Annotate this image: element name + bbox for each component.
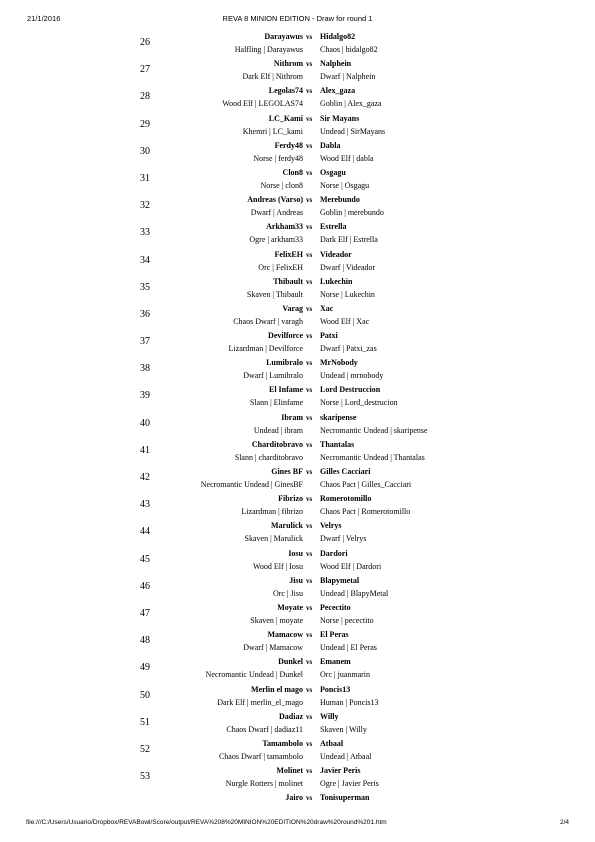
home-team: Wood Elf | LEGOLAS74 [222, 99, 303, 109]
away-team: Dark Elf | Estrella [320, 235, 378, 245]
vs-label: vs [306, 658, 313, 667]
home-team: Dwarf | Lumibralo [243, 371, 303, 381]
vs-label: vs [306, 767, 313, 776]
coach-line [0, 602, 595, 614]
away-team: Undead | Atbaal [320, 751, 372, 761]
away-coach: El Peras [320, 630, 349, 640]
away-coach: Patxi [320, 331, 338, 341]
coach-line [0, 276, 595, 288]
away-team: Necromantic Undead | Thantalas [320, 452, 425, 462]
vs-label: vs [306, 223, 313, 232]
away-team: Undead | BlapyMetal [320, 588, 389, 598]
away-team: Wood Elf | Dardori [320, 561, 382, 571]
away-team: Orc | juanmarin [320, 670, 371, 680]
home-team: Skaven | Thibault [246, 289, 303, 299]
match-row [0, 248, 595, 275]
match-row [0, 574, 595, 601]
file-path: file:///C:/Users/Usuario/Dropbox/REVABowl/Score/output/REVA%208%20MINION%20EDITION%20draw%20round%201.htm [26, 819, 387, 826]
team-line [0, 615, 595, 627]
away-coach: Merebundo [320, 195, 360, 205]
home-coach: Darayawus [264, 32, 303, 41]
vs-label: vs [306, 386, 313, 395]
vs-label: vs [306, 33, 313, 41]
coach-line [0, 548, 595, 560]
home-team: Dwarf | Mamacow [243, 643, 303, 653]
away-team: Chaos Pact | Romerotomillo [320, 507, 411, 517]
match-row [0, 438, 595, 465]
home-coach: Jairo [285, 793, 303, 803]
match-row [0, 275, 595, 302]
team-line [0, 207, 595, 219]
table-number: 30 [140, 145, 150, 157]
team-line [0, 778, 595, 790]
coach-line [0, 167, 595, 179]
away-team: Norse | pecectito [320, 615, 374, 625]
vs-label: vs [306, 495, 313, 504]
table-number: 41 [140, 444, 150, 456]
team-line [0, 506, 595, 518]
home-team: Chaos Dwarf | varagh [233, 316, 303, 326]
away-team: Undead | El Peras [320, 643, 377, 653]
vs-label: vs [306, 250, 313, 259]
match-row [0, 84, 595, 111]
coach-line [0, 684, 595, 696]
coach-line [0, 711, 595, 723]
vs-label: vs [306, 304, 313, 313]
home-coach: Gines BF [271, 467, 303, 476]
table-number: 34 [140, 254, 150, 266]
away-team: Goblin | merebundo [320, 208, 384, 218]
coach-line [0, 31, 595, 43]
home-coach: Ibram [281, 412, 303, 422]
match-row [0, 601, 595, 628]
vs-label: vs [306, 739, 313, 748]
home-team: Undead | ibram [253, 425, 303, 435]
away-coach: Hidalgo82 [320, 32, 356, 41]
team-line [0, 98, 595, 110]
vs-label: vs [306, 141, 313, 150]
team-line [0, 289, 595, 301]
home-coach: Ferdy48 [274, 140, 303, 150]
away-team: Chaos Pact | Gilles_Cacciari [320, 480, 412, 489]
vs-label: vs [306, 332, 313, 341]
home-team: Nurgle Rotters | molinet [225, 779, 303, 789]
away-team: Undead | SirMayans [320, 126, 386, 136]
team-line [0, 642, 595, 654]
away-coach: Tonisuperman [320, 793, 370, 803]
table-number: 50 [140, 689, 150, 701]
vs-label: vs [306, 603, 313, 612]
away-coach: Gilles Cacciari [320, 467, 371, 476]
team-line [0, 533, 595, 545]
team-line [0, 153, 595, 165]
match-row [0, 166, 595, 193]
coach-line [0, 792, 595, 804]
table-number: 38 [140, 363, 150, 375]
coach-line [0, 249, 595, 261]
table-number: 31 [140, 172, 150, 184]
away-team: Dwarf | Velrys [320, 534, 367, 544]
match-row [0, 220, 595, 247]
home-team: Dwarf | Andreas [250, 208, 303, 218]
coach-line [0, 575, 595, 587]
away-coach: Lukechin [320, 276, 353, 286]
home-coach: Dadiaz [279, 711, 303, 721]
coach-line [0, 493, 595, 505]
coach-line [0, 330, 595, 342]
home-coach: Clon8 [282, 167, 303, 177]
coach-line [0, 58, 595, 70]
team-line [0, 262, 595, 274]
away-team: Human | Poncis13 [320, 697, 379, 707]
away-coach: Blapymetal [320, 575, 360, 585]
away-team: Dwarf | Videador [320, 262, 376, 272]
team-line [0, 479, 595, 491]
home-team: Skaven | moyate [250, 615, 303, 625]
vs-label: vs [306, 114, 313, 123]
team-line [0, 343, 595, 355]
match-row [0, 57, 595, 84]
page-title: REVA 8 MINION EDITION - Draw for round 1 [222, 14, 373, 23]
coach-line [0, 384, 595, 396]
away-team: Ogre | Javier Peris [320, 779, 379, 789]
match-row [0, 329, 595, 356]
home-team: Lizardman | Devilforce [228, 344, 303, 354]
coach-line [0, 412, 595, 424]
away-coach: Javier Peris [320, 766, 361, 776]
team-line [0, 751, 595, 763]
home-team: Chaos Dwarf | dadiaz11 [226, 724, 303, 734]
vs-label: vs [306, 794, 313, 803]
draw-list [0, 30, 595, 805]
table-number: 43 [140, 499, 150, 511]
team-line [0, 669, 595, 681]
match-row [0, 30, 595, 57]
home-team: Ogre | arkham33 [249, 235, 303, 245]
coach-line [0, 629, 595, 641]
away-team: Wood Elf | dabla [320, 153, 374, 163]
table-number: 27 [140, 64, 150, 76]
home-team: Slann | Elinfame [249, 398, 303, 408]
coach-line [0, 194, 595, 206]
home-team: Necromantic Undead | GinesBF [200, 480, 303, 489]
match-row [0, 465, 595, 492]
home-team: Necromantic Undead | Dunkel [205, 670, 303, 680]
team-line [0, 452, 595, 464]
vs-label: vs [306, 87, 313, 96]
vs-label: vs [306, 440, 313, 449]
away-team: Dwarf | Nalphein [320, 72, 376, 82]
away-coach: Poncis13 [320, 684, 351, 694]
home-coach: Arkham33 [266, 222, 303, 232]
home-coach: Iosu [288, 548, 303, 558]
home-team: Orc | FelixEH [258, 262, 303, 272]
home-coach: Molinet [276, 766, 303, 776]
away-team: Norse | Lord_destrucion [320, 398, 398, 408]
table-number: 26 [140, 37, 150, 48]
away-coach: Romerotomillo [320, 494, 372, 504]
match-row [0, 411, 595, 438]
table-number: 48 [140, 635, 150, 647]
home-coach: Mamacow [267, 630, 303, 640]
away-team: Skaven | Willy [320, 724, 367, 734]
table-number: 29 [140, 118, 150, 130]
table-number: 47 [140, 607, 150, 619]
table-number: 40 [140, 417, 150, 429]
match-row [0, 547, 595, 574]
away-coach: Emanem [320, 657, 351, 667]
vs-label: vs [306, 549, 313, 558]
coach-line [0, 439, 595, 451]
table-number: 36 [140, 308, 150, 320]
away-coach: Dabla [320, 140, 341, 150]
match-row [0, 302, 595, 329]
away-coach: Nalphein [320, 59, 352, 69]
coach-line [0, 140, 595, 152]
home-team: Dark Elf | Nithrom [242, 72, 303, 82]
away-team: Chaos | hidalgo82 [320, 45, 378, 54]
home-team: Khemri | LC_kami [242, 126, 303, 136]
match-row [0, 492, 595, 519]
away-coach: Alex_gaza [320, 86, 356, 96]
table-number: 45 [140, 553, 150, 565]
away-team: Norse | Lukechin [320, 289, 375, 299]
away-coach: Dardori [320, 548, 348, 558]
table-number: 53 [140, 771, 150, 783]
home-coach: FelixEH [274, 249, 303, 259]
away-coach: skaripense [320, 412, 357, 422]
home-coach: Devilforce [268, 331, 303, 341]
away-team: Norse | Osgagu [320, 180, 370, 190]
home-coach: Varag [282, 303, 303, 313]
away-team: Undead | mrnobody [320, 371, 384, 381]
home-coach: Lumibralo [266, 358, 303, 368]
home-coach: Thibault [273, 276, 303, 286]
table-number: 44 [140, 526, 150, 538]
away-coach: Velrys [320, 521, 342, 531]
print-date: 21/1/2016 [27, 14, 61, 23]
home-coach: Marulick [271, 521, 303, 531]
home-team: Halfling | Darayawus [234, 45, 303, 54]
team-line [0, 397, 595, 409]
away-coach: MrNobody [320, 358, 358, 368]
away-coach: Lord Destruccion [320, 385, 381, 395]
home-team: Norse | clon8 [260, 180, 303, 190]
coach-line [0, 520, 595, 532]
away-coach: Sir Mayans [320, 113, 360, 123]
vs-label: vs [306, 685, 313, 694]
match-row [0, 383, 595, 410]
coach-line [0, 357, 595, 369]
match-row [0, 683, 595, 710]
team-line [0, 697, 595, 709]
vs-label: vs [306, 359, 313, 368]
coach-line [0, 85, 595, 97]
vs-label: vs [306, 468, 313, 476]
team-line [0, 316, 595, 328]
home-team: Dark Elf | merlin_el_mago [217, 697, 303, 707]
team-line [0, 234, 595, 246]
vs-label: vs [306, 631, 313, 640]
coach-line [0, 466, 595, 478]
home-coach: El Infame [269, 385, 303, 395]
away-coach: Osgagu [320, 167, 346, 177]
home-team: Lizardman | fibrizo [241, 507, 303, 517]
coach-line [0, 221, 595, 233]
away-coach: Thantalas [320, 439, 355, 449]
team-line [0, 588, 595, 600]
match-row [0, 764, 595, 791]
team-line [0, 71, 595, 83]
match-row [0, 628, 595, 655]
match-row [0, 710, 595, 737]
home-coach: Moyate [277, 602, 303, 612]
table-number: 46 [140, 580, 150, 592]
home-team: Skaven | Marulick [244, 534, 303, 544]
table-number: 33 [140, 227, 150, 239]
match-row [0, 737, 595, 764]
vs-label: vs [306, 277, 313, 286]
vs-label: vs [306, 60, 313, 69]
home-coach: Charditobravo [251, 439, 303, 449]
table-number: 28 [140, 91, 150, 103]
coach-line [0, 765, 595, 777]
team-line [0, 370, 595, 382]
home-coach: Nithrom [273, 59, 303, 69]
page-number: 2/4 [559, 819, 569, 826]
home-coach: Tamambolo [262, 738, 303, 748]
table-number: 35 [140, 281, 150, 293]
match-row-partial [0, 791, 595, 805]
vs-label: vs [306, 196, 313, 205]
coach-line [0, 656, 595, 668]
home-team: Wood Elf | Iosu [252, 561, 303, 571]
home-coach: Dunkel [278, 657, 303, 667]
match-row [0, 519, 595, 546]
team-line [0, 126, 595, 138]
vs-label: vs [306, 168, 313, 177]
away-coach: Xac [320, 303, 334, 313]
away-coach: Estrella [320, 222, 347, 232]
home-coach: Legolas74 [268, 86, 303, 96]
home-team: Slann | charditobravo [234, 452, 303, 462]
team-line [0, 724, 595, 736]
match-row [0, 356, 595, 383]
home-team: Orc | Jisu [272, 588, 303, 598]
away-team: Goblin | Alex_gaza [320, 99, 382, 109]
away-coach: Videador [320, 249, 352, 259]
table-number: 52 [140, 743, 150, 755]
table-number: 32 [140, 200, 150, 212]
coach-line [0, 113, 595, 125]
home-coach: Jisu [289, 575, 303, 585]
coach-line [0, 303, 595, 315]
home-coach: Fibrizo [278, 494, 303, 504]
table-number: 39 [140, 390, 150, 402]
table-number: 49 [140, 662, 150, 674]
coach-line [0, 738, 595, 750]
team-line [0, 180, 595, 192]
match-row [0, 112, 595, 139]
table-number: 51 [140, 716, 150, 728]
home-coach: Andreas (Varso) [247, 195, 303, 205]
vs-label: vs [306, 413, 313, 422]
team-line [0, 561, 595, 573]
home-team: Chaos Dwarf | tamambolo [218, 751, 303, 761]
home-team: Norse | ferdy48 [253, 153, 303, 163]
away-coach: Atbaal [320, 738, 344, 748]
vs-label: vs [306, 522, 313, 531]
away-team: Necromantic Undead | skaripense [320, 425, 428, 435]
away-coach: Pecectito [320, 602, 351, 612]
away-team: Dwarf | Patxi_zas [320, 344, 377, 354]
table-number: 42 [140, 472, 150, 483]
team-line [0, 44, 595, 56]
match-row [0, 193, 595, 220]
vs-label: vs [306, 712, 313, 721]
table-number: 37 [140, 336, 150, 348]
match-row [0, 655, 595, 682]
team-line [0, 425, 595, 437]
vs-label: vs [306, 576, 313, 585]
away-team: Wood Elf | Xac [320, 316, 370, 326]
away-coach: Willy [320, 711, 339, 721]
match-row [0, 139, 595, 166]
home-coach: LC_Kami [268, 113, 303, 123]
home-coach: Merlin el mago [251, 684, 303, 694]
